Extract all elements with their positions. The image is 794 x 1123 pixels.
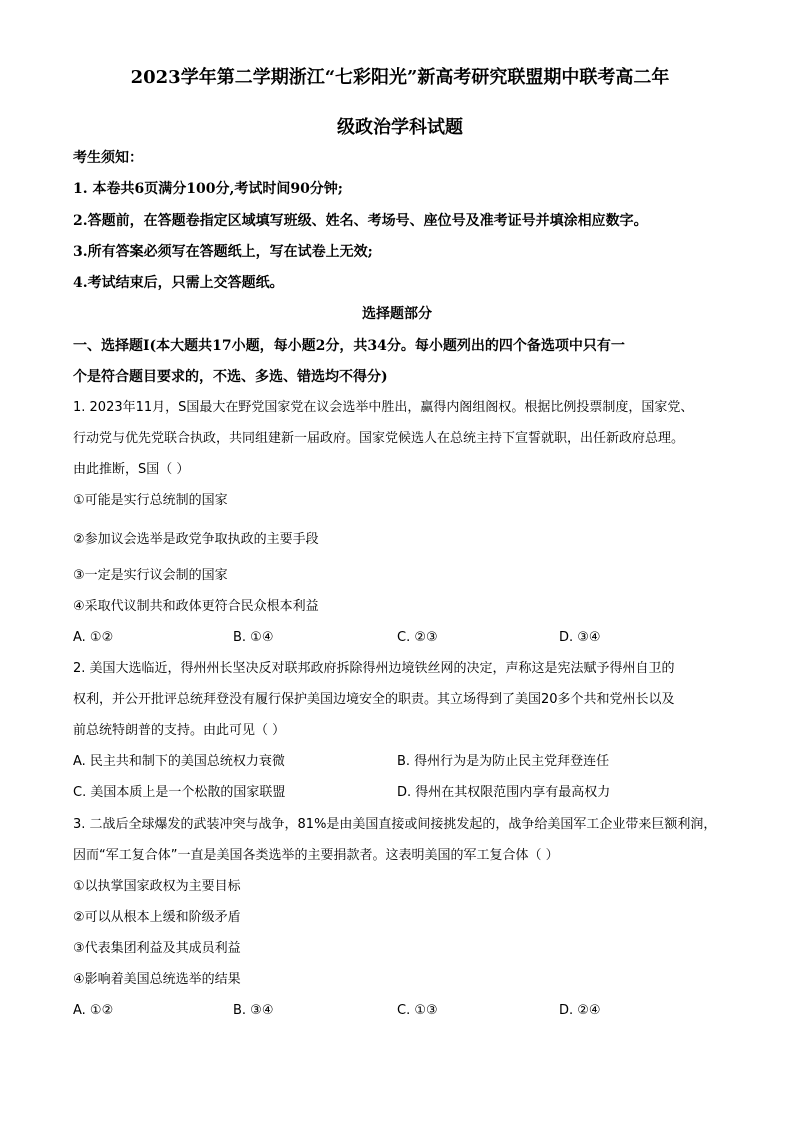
q1-option-a[interactable]: A. ①②: [73, 630, 114, 645]
q1-stem-line-2: 行动党与优先党联合执政，共同组建新一届政府。国家党候选人在总统主持下宣誓就职，出任新政府总理。: [73, 431, 685, 446]
q3-stem-line-2: 因而“军工复合体”一直是美国各类选举的主要捐款者。这表明美国的军工复合体（ ）: [73, 848, 559, 863]
q1-statement-4: ④采取代议制共和政体更符合民众根本利益: [73, 599, 319, 614]
q3-option-d[interactable]: D. ②④: [559, 1003, 601, 1018]
notice-item-3: 3.所有答案必须写在答题纸上，写在试卷上无效;: [73, 244, 373, 260]
notice-item-4: 4.考试结束后，只需上交答题纸。: [73, 275, 284, 291]
notice-heading: 考生须知：: [73, 150, 143, 166]
q3-statement-4: ④影响着美国总统选举的结果: [73, 972, 241, 987]
q1-statement-3: ③一定是实行议会制的国家: [73, 568, 228, 583]
q1-options: [73, 628, 733, 648]
q2-stem-line-3: 前总统特朗普的支持。由此可见（ ）: [73, 723, 286, 738]
q3-statement-1: ①以执掌国家政权为主要目标: [73, 879, 241, 894]
q3-statement-3: ③代表集团利益及其成员利益: [73, 941, 241, 956]
q1-stem-line-1: 1. 2023年11月，S国最大在野党国家党在议会选举中胜出，赢得内阁组阁权。根据比例投票制度，国家党、: [73, 400, 694, 415]
q1-option-b[interactable]: B. ①④: [233, 630, 274, 645]
q1-option-c[interactable]: C. ②③: [397, 630, 438, 645]
q3-statement-2: ②可以从根本上缓和阶级矛盾: [73, 910, 241, 925]
q3-option-b[interactable]: B. ③④: [233, 1003, 274, 1018]
q2-option-b[interactable]: B. 得州行为是为防止民主党拜登连任: [397, 754, 610, 769]
exam-title-line-2: 级政治学科试题: [337, 117, 463, 138]
exam-title-line-1: 2023学年第二学期浙江“七彩阳光”新高考研究联盟期中联考高二年: [130, 67, 670, 88]
notice-item-2: 2.答题前，在答题卷指定区域填写班级、姓名、考场号、座位号及准考证号并填涂相应数字。: [73, 213, 648, 229]
q3-option-c[interactable]: C. ①③: [397, 1003, 438, 1018]
notice-item-1: 1. 本卷共6页满分100分,考试时间90分钟;: [73, 181, 343, 197]
q2-option-c[interactable]: C. 美国本质上是一个松散的国家联盟: [73, 785, 286, 800]
q1-statement-1: ①可能是实行总统制的国家: [73, 493, 228, 508]
q2-option-d[interactable]: D. 得州在其权限范围内享有最高权力: [397, 785, 611, 800]
q2-stem-line-1: 2. 美国大选临近，得州州长坚决反对联邦政府拆除得州边境铁丝网的决定，声称这是宪法赋予得州自卫的: [73, 661, 675, 676]
q3-options: [73, 1001, 733, 1021]
q2-option-a[interactable]: A. 民主共和制下的美国总统权力衰微: [73, 754, 285, 769]
section-heading-line-2: 个是符合题目要求的，不选、多选、错选均不得分): [73, 369, 388, 385]
q3-stem-line-1: 3. 二战后全球爆发的武装冲突与战争，81%是由美国直接或间接挑发起的，战争给美国军工企业带来巨额利润，: [73, 817, 717, 832]
q2-stem-line-2: 权利，并公开批评总统拜登没有履行保护美国边境安全的职责。其立场得到了美国20多个共和党州长以及: [73, 692, 675, 707]
q1-stem-line-3: 由此推断，S国（ ）: [73, 462, 190, 477]
q3-option-a[interactable]: A. ①②: [73, 1003, 114, 1018]
section-title: 选择题部分: [362, 306, 432, 322]
q1-option-d[interactable]: D. ③④: [559, 630, 601, 645]
q2-options-row-2: [73, 783, 733, 803]
q1-statement-2: ②参加议会选举是政党争取执政的主要手段: [73, 532, 319, 547]
section-heading-line-1: 一、选择题Ⅰ(本大题共17小题，每小题2分，共34分。每小题列出的四个备选项中只有一: [73, 338, 625, 354]
q2-options-row-1: [73, 752, 733, 772]
